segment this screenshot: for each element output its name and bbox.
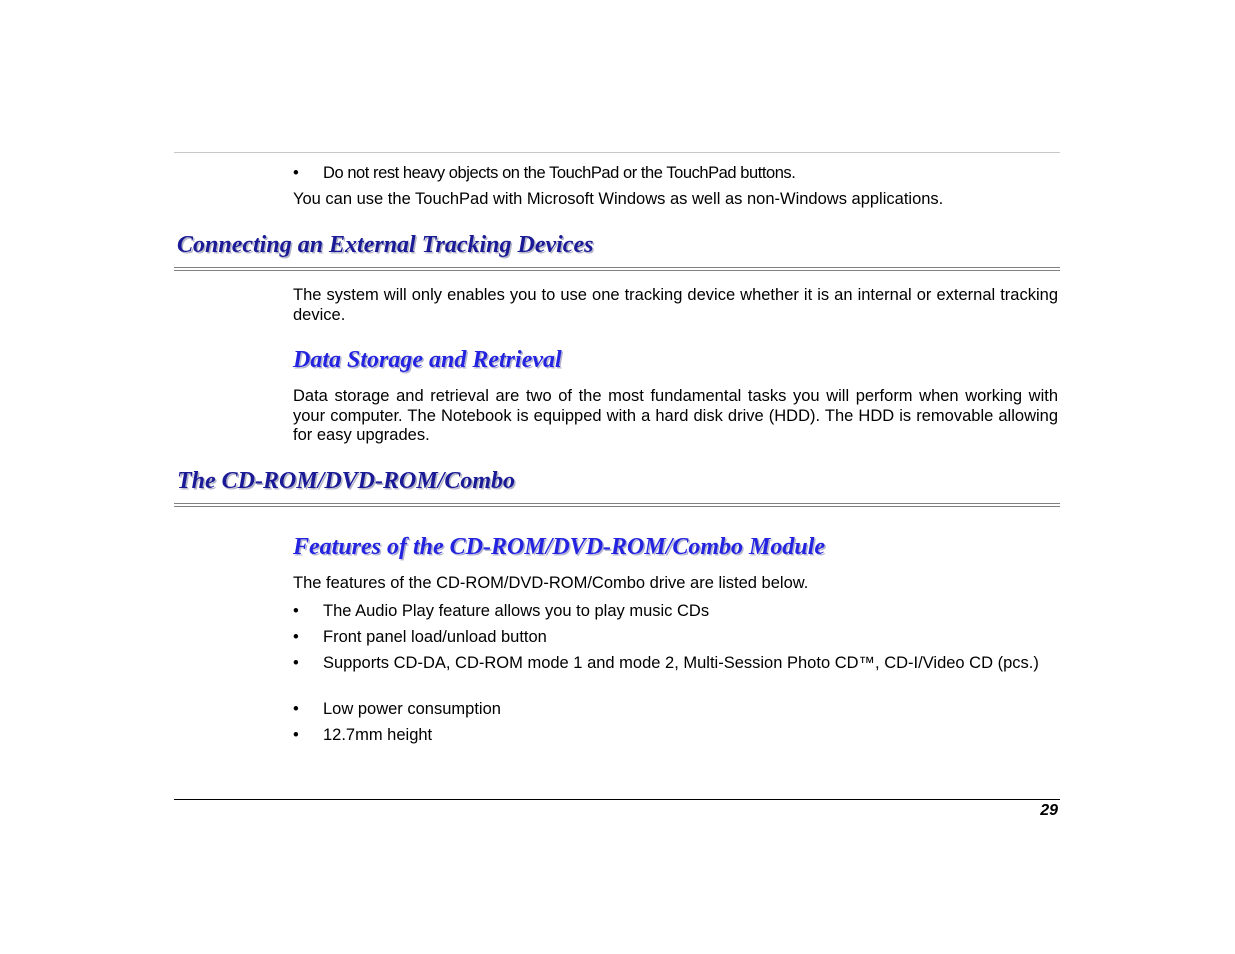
bullet-text: Front panel load/unload button [323,628,547,646]
bullet-text: The Audio Play feature allows you to play music CDs [323,602,710,620]
bullet-icon: • [293,602,299,620]
bullet-icon: • [293,700,299,718]
list-item [293,601,1058,621]
section-rule [174,503,1060,507]
list-item [293,163,1058,183]
bullet-icon: • [293,654,299,672]
bullet-text: Do not rest heavy objects on the TouchPad or the TouchPad buttons. [323,164,796,182]
intro-paragraph: You can use the TouchPad with Microsoft Windows as well as non-Windows applications. [293,190,944,208]
section-heading-cdrom: The CD-ROM/DVD-ROM/Combo [177,468,516,494]
list-item [293,699,1058,719]
bullet-icon: • [293,628,299,646]
bullet-text: 12.7mm height [323,726,433,744]
bullet-icon: • [293,164,299,182]
features-intro: The features of the CD-ROM/DVD-ROM/Combo drive are listed below. [293,574,809,592]
section-heading-external: Connecting an External Tracking Devices [177,232,594,258]
subsection-heading-storage: Data Storage and Retrieval [293,347,562,373]
top-rule [174,152,1060,153]
subsection-heading-features: Features of the CD-ROM/DVD-ROM/Combo Module [293,534,826,560]
section-rule [174,267,1060,271]
external-paragraph: The system will only enables you to use one tracking device whether it is an internal or external tracking device. [293,286,1058,324]
bullet-text: Supports CD-DA, CD-ROM mode 1 and mode 2, Multi-Session Photo CD™, CD-I/Video CD (pcs.) [323,654,1039,672]
page-number: 29 [1040,802,1058,819]
list-item [293,653,1058,673]
list-item [293,627,1058,647]
bullet-icon: • [293,726,299,744]
bullet-text: Low power consumption [323,700,501,718]
footer-rule [174,799,1060,800]
storage-paragraph: Data storage and retrieval are two of the most fundamental tasks you will perform when working with your computer. The Notebook is equipped with a hard disk drive (HDD). The HDD is removable allowing for easy upgrades. [293,387,1058,444]
list-item [293,725,1058,745]
